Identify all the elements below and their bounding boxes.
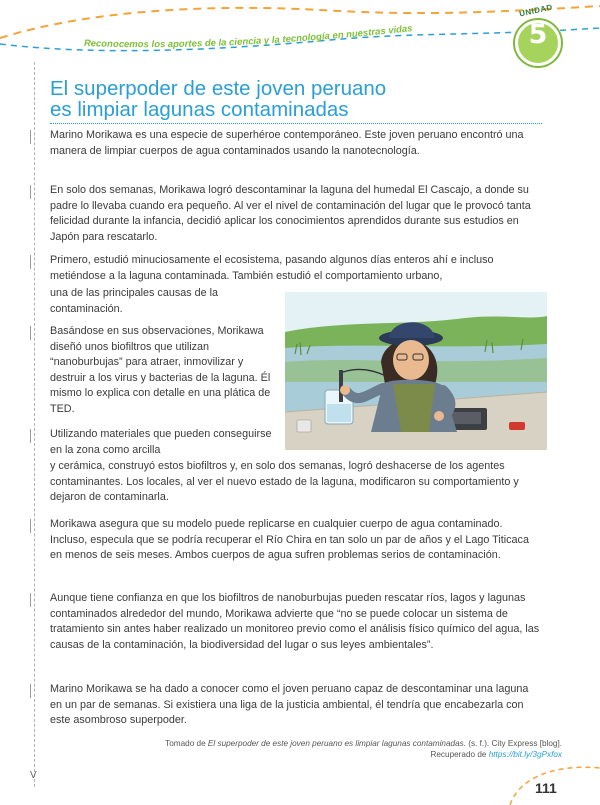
title-line-2: es limpiar lagunas contaminadas <box>50 98 349 121</box>
banner-text: Reconocemos los aportes de la ciencia y la tecnología en nuestras vidas <box>83 23 413 51</box>
credit-prefix: Tomado de <box>165 739 208 748</box>
paragraph-3-continued: una de las principales causas de la contaminación. <box>50 287 219 315</box>
paragraph-marker <box>30 593 31 607</box>
source-link[interactable]: https://bit.ly/3gPxfox <box>488 750 562 759</box>
scientist-illustration <box>285 292 547 450</box>
paragraph-1: Marino Morikawa es una especie de superhéroe contemporáneo. Este joven peruano encontró una manera de limpiar cuerpos de agua contaminados usando la nanotecnología. <box>50 129 524 157</box>
unit-badge <box>505 2 563 64</box>
title-divider <box>50 123 542 124</box>
margin-mark: V <box>30 770 37 781</box>
paragraph-2: En solo dos semanas, Morikawa logró descontaminar la laguna del humedal El Cascajo, a donde su padre lo llevaba cuando era pequeño. Al ver el nivel de contaminación del lugar que le provocó tanta felicidad durante la infancia, decidió aplicar los conocimientos aprendidos durante sus estudios en Japón para rescatarlo. <box>50 184 531 243</box>
margin-guide <box>34 62 35 787</box>
paragraph-marker <box>30 429 31 443</box>
credit-recovered: Recuperado de <box>430 750 489 759</box>
paragraph-7: Aunque tiene confianza en que los biofiltros de nanoburbujas pueden rescatar ríos, lagos y lagunas contaminados alrededor del mundo, Morikawa advierte que “no se puede colocar un sistema de tratamiento sin antes haber realizado un monitoreo previo como el análisis físico químico del agua, las causas de la contaminación, la biodiversidad del lugar o sus leyes ambientales”. <box>50 592 540 651</box>
paragraph-marker <box>30 684 31 698</box>
paragraph-8: Marino Morikawa se ha dado a conocer como el joven peruano capaz de descontaminar una laguna en un par de semanas. Si existiera una liga de la justicia ambiental, él tendría que encabezarla con este asombroso superpoder. <box>50 683 529 727</box>
credit-suffix: (s. f.). City Express [blog]. <box>466 739 562 748</box>
paragraph-6: Morikawa asegura que su modelo puede replicarse en cualquier cuerpo de agua contaminado. Incluso, especula que se podría recuperar el Río Chira en tan solo un par de años y el Lago Titicaca en menos de seis meses. Ambos cuerpos de agua sufren problemas serios de contaminación. <box>50 518 529 562</box>
paragraph-5: Utilizando materiales que pueden conseguirse en la zona como arcilla <box>50 428 272 456</box>
article-title <box>50 78 470 120</box>
page-number: 111 <box>535 780 557 796</box>
unit-label: UNIDAD <box>518 2 554 19</box>
title-line-1: El superpoder de este joven peruano <box>50 77 387 100</box>
paragraph-marker <box>30 185 31 199</box>
paragraph-marker <box>30 255 31 269</box>
paragraph-marker <box>30 326 31 340</box>
source-credit <box>50 738 562 760</box>
paragraph-marker <box>30 519 31 533</box>
paragraph-5-continued: y cerámica, construyó estos biofiltros y, en solo dos semanas, logró deshacerse de los agentes contaminantes. Los locales, al ver el nuevo estado de la laguna, modificaron su comportamiento y dejaron de contaminarla. <box>50 460 519 504</box>
unit-number: 5 <box>528 19 548 50</box>
paragraph-3: Primero, estudió minuciosamente el ecosistema, pasando algunos días enteros ahí e incluso metiéndose a la laguna contaminada. También estudió el comportamiento urbano, <box>50 254 494 282</box>
paragraph-4: Basándose en sus observaciones, Morikawa diseñó unos biofiltros que utilizan “nanoburbujas” para atraer, inmovilizar y destruir a los virus y bacterias de la laguna. Él mismo lo explica con detalle en una plática de TED. <box>50 325 271 415</box>
credit-source-title: El superpoder de este joven peruano es limpiar lagunas contaminadas. <box>207 739 466 748</box>
paragraph-marker <box>30 130 31 144</box>
